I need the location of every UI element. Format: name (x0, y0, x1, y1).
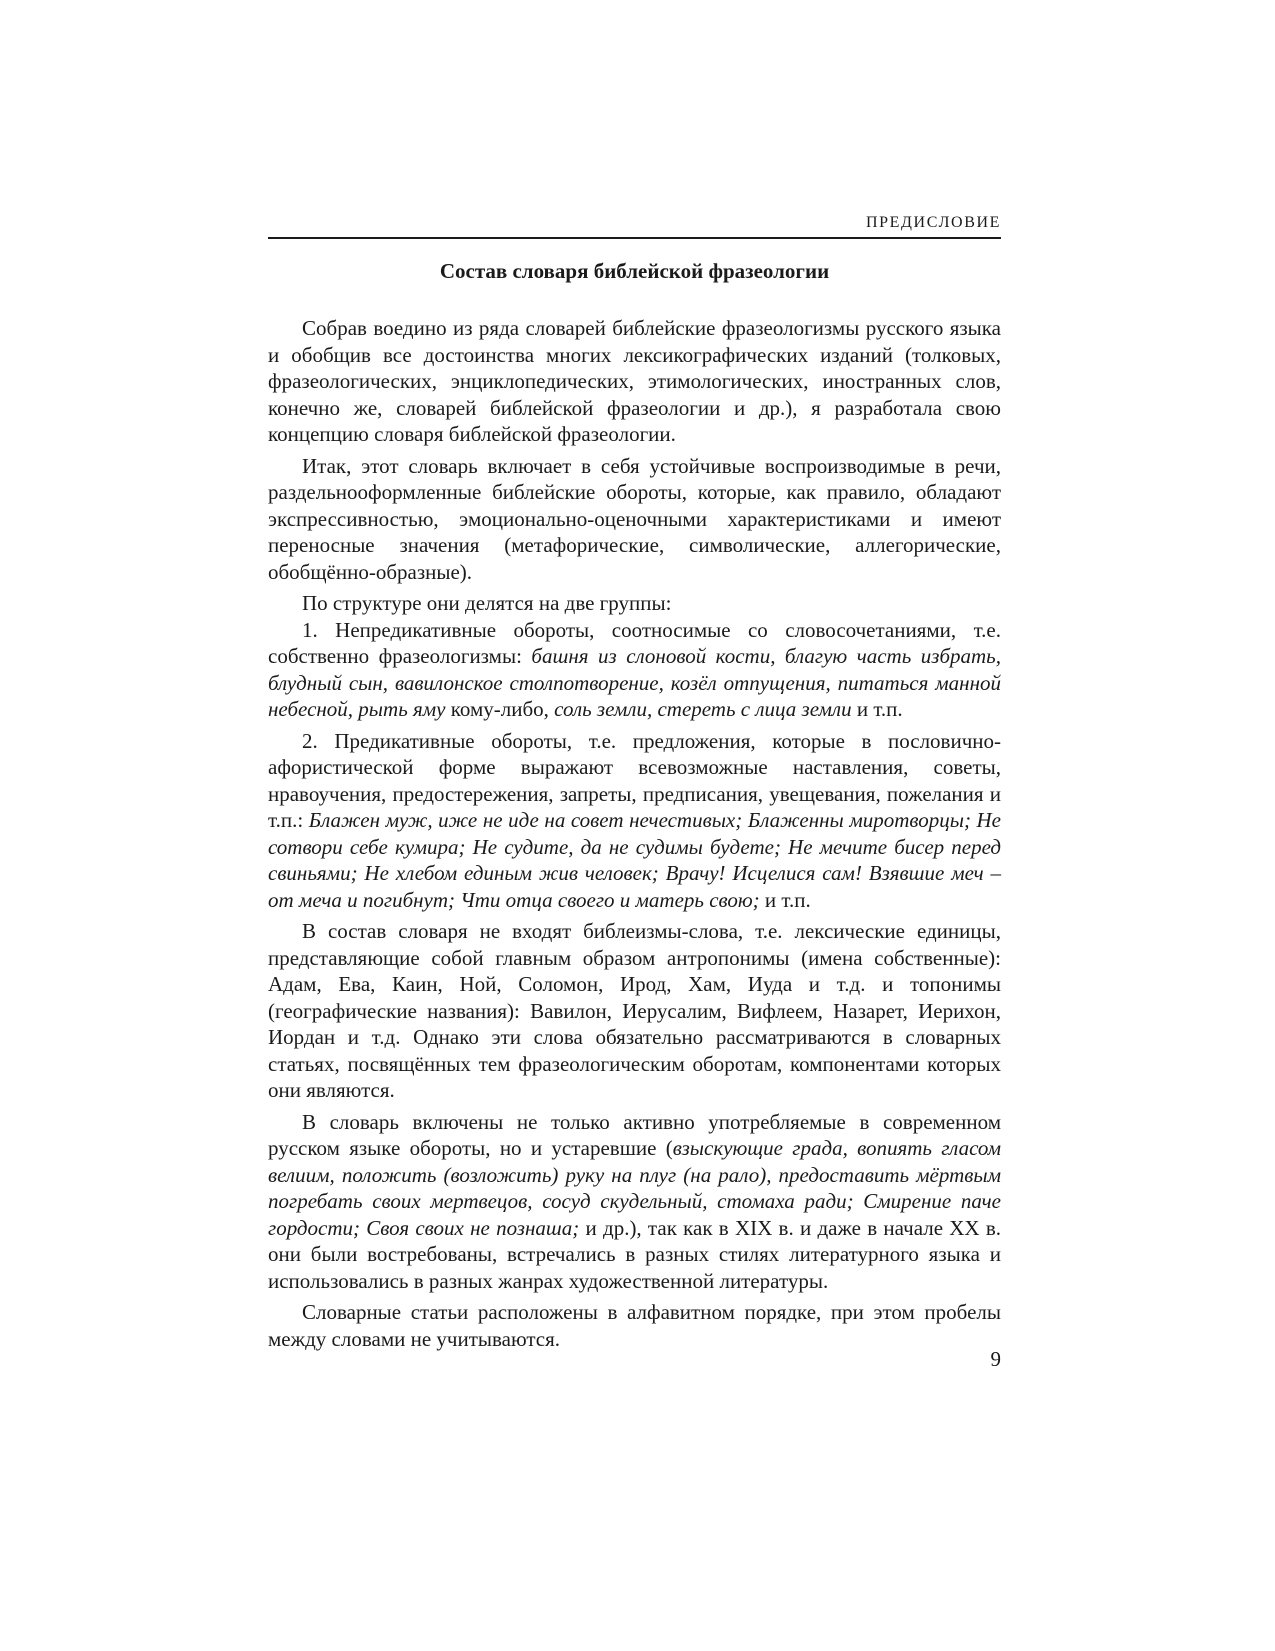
paragraph-1 (268, 315, 1001, 448)
text-run: Итак, этот словарь включает в себя устойчивые воспроизводимые в речи, раздельнооформленные библейские обороты, которые, как правило, обладают экспрессивностью, эмоционально-оценочными характеристиками и имеют переносные значения (метафорические, символические, аллегорические, обобщённо-образные). (268, 453, 1001, 584)
text-run: 1. Непредикативные обороты, соотносимые со словосочетаниями, т.е. собственно фразеологизмы: (268, 617, 1001, 668)
header-rule (268, 237, 1001, 239)
text-run: По структуре они делятся на две группы: (302, 591, 672, 615)
text-run: 2. Предикативные обороты, т.е. предложения, которые в пословично-афористической форме выражают всевозможные наставления, советы, нравоучения, предостережения, запреты, предписания, увещевания, пожелания и т.п.: (268, 728, 1001, 832)
section-title: Состав словаря библейской фразеологии (439, 259, 830, 283)
text-run: В словарь включены не только активно употребляемые в современном русском языке обороты, но и устаревшие ( (268, 1109, 1001, 1160)
text-run: Словарные статьи расположены в алфавитном порядке, при этом пробелы между словами не учитываются. (268, 1300, 1001, 1351)
italic-run: взыскующие града, вопиять гласом велиим, положить (возложить) руку на плуг (на рало), предоставить мёртвым погребать своих мертвецов, сосуд скудельный, стомаха ради; Смирение паче гордости; Своя своих не познаша; (268, 1136, 1001, 1240)
text-run: В состав словаря не входят библеизмы-слова, т.е. лексические единицы, представляющие собой главным образом антропонимы (имена собственные): Адам, Ева, Каин, Ной, Соломон, Ирод, Хам, Иуда и т.д. и топонимы (географические названия): Вавилон, Иерусалим, Вифлеем, Назарет, Иерихон, Иордан и т.д. Однако эти слова обязательно рассматриваются в словарных статьях, посвящённых тем фразеологическим оборотам, компонентами которых они являются. (268, 919, 1001, 1102)
page-frame (268, 213, 1002, 1371)
body-text (268, 315, 1001, 1352)
running-head: ПРЕДИСЛОВИЕ (866, 214, 1001, 231)
paragraph-7 (268, 1109, 1001, 1295)
paragraph-3 (268, 590, 1001, 617)
text-run: и др.), так как в XIX в. и даже в начале XX в. они были востребованы, встречались в разных стилях литературного языка и использовались в разных жанрах художественной литературы. (268, 1215, 1002, 1293)
italic-run: соль земли, стереть с лица земли (554, 697, 852, 721)
italic-run: Блажен муж, иже не иде на совет нечестивых; Блаженны миротворцы; Не сотвори себе кумира; Не судите, да не судимы будете; Не мечите бисер перед свиньями; Не хлебом единым жив человек; Врачу! Исцелися сам! Взявшие меч – от меча и погибнут; Чти отца своего и матерь свою; (268, 808, 1002, 912)
paragraph-6 (268, 918, 1001, 1104)
paragraph-4 (268, 617, 1001, 723)
text-run: и т.п. (759, 887, 811, 912)
text-run: кому-либо, (445, 697, 555, 721)
paragraph-8 (268, 1299, 1001, 1352)
paragraph-2 (268, 453, 1001, 586)
text-run: и т.п. (851, 697, 903, 721)
paragraph-5 (268, 728, 1001, 914)
italic-run: башня из слоновой кости, благую часть избрать, блудный сын, вавилонское столпотворение, козёл отпущения, питаться манной небесной, рыть яму (268, 644, 1001, 721)
text-run: Собрав воедино из ряда словарей библейские фразеологизмы русского языка и обобщив все достоинства многих лексикографических изданий (толковых, фразеологических, энциклопедических, этимологических, иностранных слов, конечно же, словарей библейской фразеологии и др.), я разработала свою концепцию словаря библейской фразеологии. (268, 316, 1001, 446)
page-number: 9 (990, 1347, 1001, 1371)
